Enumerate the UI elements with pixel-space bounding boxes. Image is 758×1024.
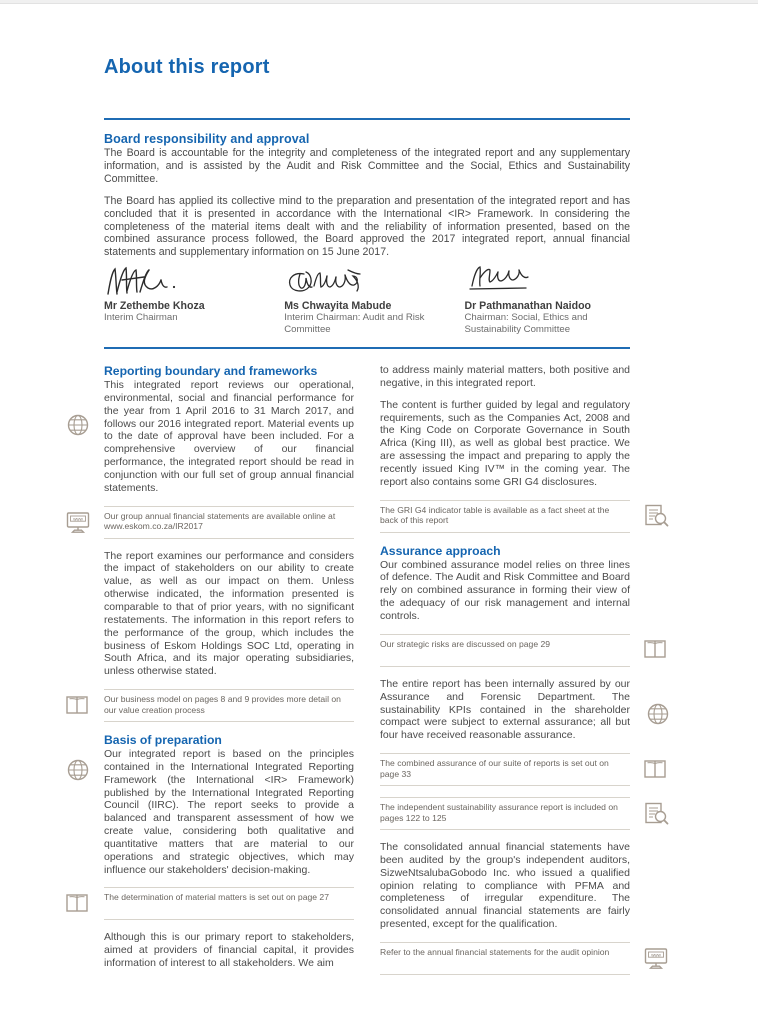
- open-book-icon: [64, 692, 92, 720]
- report-examines-paragraph: The report examines our performance and considers the impact of stakeholders on our ability to create value, as well as our impact on them. Unless otherwise indicated, the information presented is comparable to that of prior years, with no significant restatements. The information in this report refers to the performance of the group, which includes the business of Eskom Holdings SOC Ltd, operating in South Africa, and its major operating subsidiaries, unless otherwise stated.: [104, 549, 354, 678]
- document-magnifier-icon: [642, 800, 670, 828]
- document-magnifier-icon: [642, 502, 670, 530]
- left-column: [73, 364, 354, 981]
- signatory-name: Dr Pathmanathan Naidoo: [464, 300, 592, 312]
- callout-strategic-risks[interactable]: [380, 634, 630, 667]
- callout-text: Refer to the annual financial statements for the audit opinion: [380, 946, 610, 957]
- divider-top: [104, 118, 630, 120]
- svg-text:www: www: [73, 516, 83, 522]
- board-responsibility-section: [104, 132, 630, 268]
- svg-text:www: www: [651, 952, 661, 958]
- www-monitor-icon: [642, 944, 670, 972]
- callout-combined-assurance[interactable]: [380, 753, 630, 786]
- internally-assured-paragraph: The entire report has been internally assured by our Assurance and Forensic Department. The sustainability KPIs contained in the shareholder compact were subject to external assurance; all but four have received reasonable assurance.: [380, 677, 630, 742]
- signature-block-chairman: [104, 264, 284, 335]
- although-primary-report-paragraph: Although this is our primary report to stakeholders, aimed at providers of financial capital, it provides information of interest to all stakeholders. We aim: [104, 931, 354, 970]
- signature-mark-naidoo: [464, 264, 630, 298]
- page-top-edge: [0, 0, 758, 4]
- divider-middle: [104, 347, 630, 349]
- signature-row: [104, 264, 630, 335]
- page-title: About this report: [104, 56, 270, 78]
- board-responsibility-paragraph-1: The Board is accountable for the integrity and completeness of the integrated report and any supplementary information, and is assisted by the Audit and Risk Committee and the Social, Ethics and Sustainability Committee.: [104, 147, 630, 185]
- www-monitor-icon: [64, 508, 92, 536]
- callout-text: Our business model on pages 8 and 9 provides more detail on our value creation process: [104, 694, 341, 715]
- callout-material-matters[interactable]: [104, 887, 354, 920]
- callout-text: Our strategic risks are discussed on page 29: [380, 638, 551, 649]
- globe-icon: [66, 413, 90, 437]
- callout-text: The determination of material matters is set out on page 27: [104, 892, 329, 903]
- signature-mark-khoza: [104, 264, 284, 298]
- section-heading-board-responsibility: Board responsibility and approval: [104, 132, 310, 146]
- reporting-boundary-paragraph: This integrated report reviews our operational, environmental, social and financial performance for the year from 1 April 2016 to 31 March 2017, and follows our 2016 integrated report. Material events up to the date of approval have been included. For a comprehensive overview of our financial performance, the integrated report should be read in conjunction with our full set of group annual financial statements.: [104, 379, 354, 494]
- callout-text: The combined assurance of our suite of reports is set out on page 33: [380, 758, 609, 779]
- callout-refer-audit-opinion[interactable]: [380, 942, 661, 975]
- signatory-role: Interim Chairman: Audit and Risk Committee: [284, 312, 425, 335]
- signatory-name: Ms Chwayita Mabude: [284, 300, 392, 312]
- globe-icon: [66, 758, 90, 782]
- signatory-role: Chairman: Social, Ethics and Sustainability Committee: [464, 312, 588, 335]
- signature-block-social-ethics: [464, 264, 630, 335]
- address-material-matters-paragraph: to address mainly material matters, both positive and negative, in this integrated report.: [380, 364, 630, 389]
- signatory-role: Interim Chairman: [104, 312, 178, 323]
- section-heading-assurance-approach: Assurance approach: [380, 543, 501, 558]
- right-column: [380, 364, 661, 986]
- callout-text: The GRI G4 indicator table is available as a fact sheet at the back of this report: [380, 504, 610, 526]
- assurance-model-paragraph: Our combined assurance model relies on three lines of defence. The Audit and Risk Committee and Board rely on combined assurance in forming their view of the adequacy of our risk management and internal controls.: [380, 558, 630, 622]
- board-responsibility-paragraph-2: The Board has applied its collective mind to the preparation and presentation of the integrated report and has concluded that it is presented in accordance with the International <IR> Framework. In considering the completeness of the material items dealt with and the reliability of information presented, based on the combined assurance process followed, the Board approved the 2017 integrated report, annual financial statements and supplementary information on 15 June 2017.: [104, 194, 630, 259]
- open-book-icon: [64, 890, 92, 918]
- callout-text: The independent sustainability assurance report is included on pages 122 to 125: [380, 802, 618, 823]
- open-book-icon: [642, 636, 670, 664]
- section-heading-basis-of-preparation: Basis of preparation: [104, 733, 222, 748]
- signature-mark-mabude: [284, 264, 464, 298]
- callout-gri-indicator-table[interactable]: [380, 500, 630, 533]
- consolidated-afs-paragraph: The consolidated annual financial statements have been audited by the group's independent auditors, SizweNtsalubaGobodo Inc. who issued a qualified opinion relating to compliance with PFMA and completeness of irregular expenditure. The consolidated annual financial statements are fairly presented, except for the qualification.: [380, 841, 630, 931]
- callout-business-model[interactable]: [104, 689, 354, 722]
- open-book-icon: [642, 756, 670, 784]
- callout-group-afs-online[interactable]: [73, 506, 354, 539]
- callout-text: Our group annual financial statements are available online at www.eskom.co.za/IR2017: [104, 510, 336, 532]
- content-guided-paragraph: The content is further guided by legal and regulatory requirements, such as the Companies Act, 2008 and the King Code on Corporate Governance in South Africa (King III), as well as global best practice. We are assessing the impact and preparing to apply the recently issued King IV™ in the coming year. The report also contains some GRI G4 disclosures.: [380, 398, 630, 488]
- globe-icon: [646, 702, 670, 726]
- section-heading-reporting-boundary: Reporting boundary and frameworks: [104, 364, 318, 378]
- signature-block-audit-risk: [284, 264, 464, 335]
- signatory-name: Mr Zethembe Khoza: [104, 300, 205, 312]
- basis-of-preparation-paragraph: Our integrated report is based on the principles contained in the International Integrated Reporting Framework (the International <IR> Framework) published by the International Integrated Reporting Council (IIRC). The report seeks to provide a balanced and transparent assessment of how we create value, considering both qualitative and quantitative matters that are material to our operations and strategic objectives, which may influence our stakeholders' decision-making.: [104, 748, 354, 876]
- callout-independent-assurance-report[interactable]: [380, 797, 630, 830]
